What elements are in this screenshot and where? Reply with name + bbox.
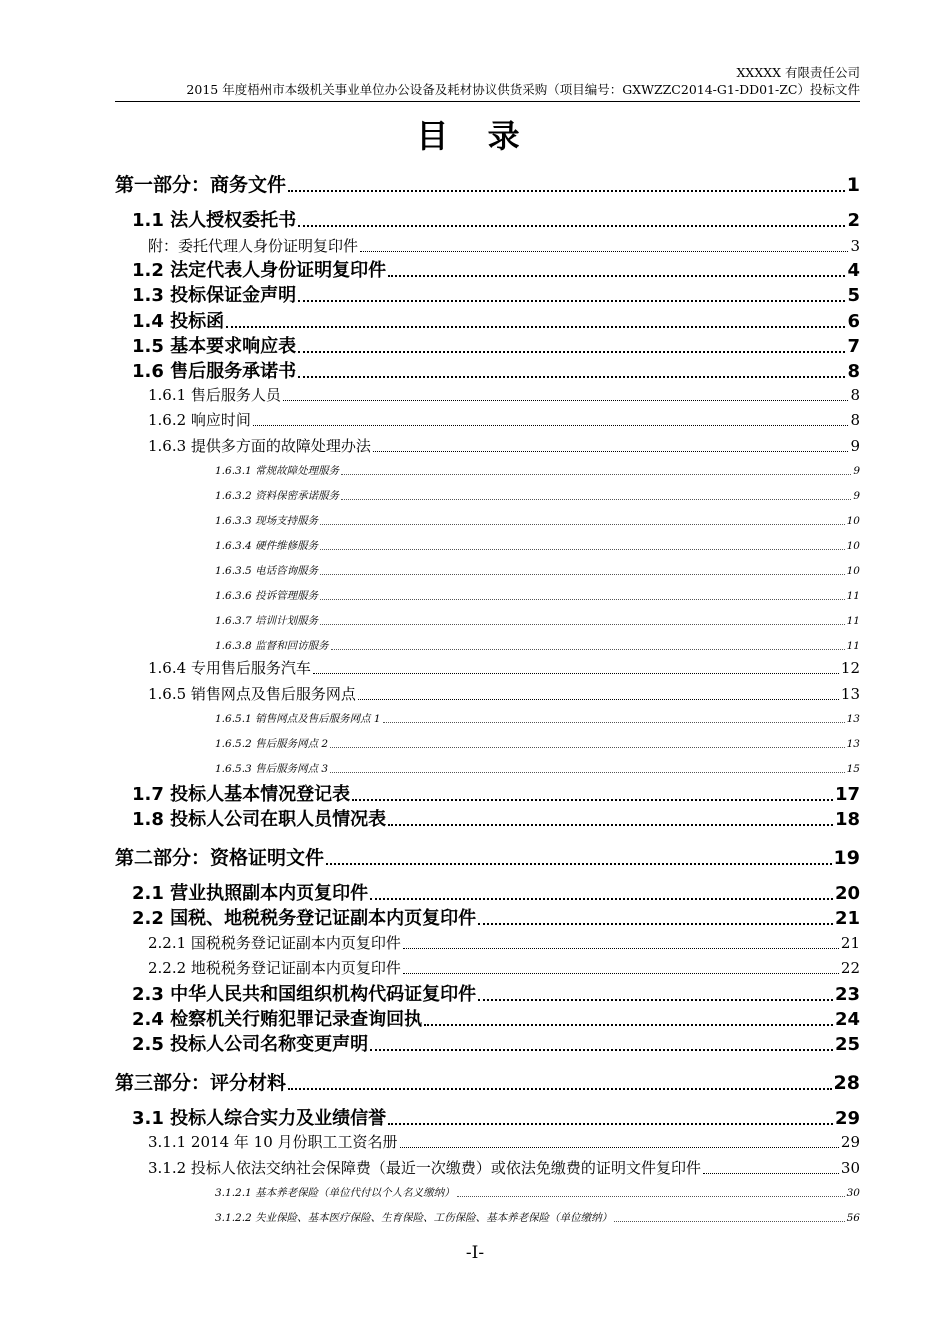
toc-dot-leader <box>298 327 845 353</box>
toc-dot-leader <box>388 1099 833 1125</box>
toc-entry-page: 10 <box>846 565 860 577</box>
toc-dot-leader <box>326 837 832 865</box>
toc-dot-leader <box>478 899 833 925</box>
toc-entry-page: 29 <box>840 1133 860 1151</box>
toc-entry[interactable] <box>215 1211 860 1225</box>
toc-entry[interactable] <box>215 564 860 578</box>
toc-entry-page: 9 <box>853 490 860 502</box>
toc-entry-page: 19 <box>833 847 860 869</box>
toc-dot-leader <box>358 679 839 700</box>
toc-entry-title: 1.5 基本要求响应表 <box>132 336 297 357</box>
toc-entry[interactable] <box>148 1132 860 1152</box>
toc-entry[interactable] <box>215 589 860 603</box>
toc-entry-title: 第三部分：评分材料 <box>115 1072 287 1094</box>
toc-entry-page: 30 <box>840 1159 860 1177</box>
toc-dot-leader <box>403 928 839 949</box>
toc-dot-leader <box>352 775 833 801</box>
toc-dot-leader <box>298 276 845 302</box>
toc-entry-page: 30 <box>846 1187 860 1199</box>
toc-entry-title: 1.6 售后服务承诺书 <box>132 361 297 382</box>
toc-dot-leader <box>320 560 845 575</box>
toc-entry-title: 第二部分：资格证明文件 <box>115 847 325 869</box>
toc-entry-title: 3.1.2.2 失业保险、基本医疗保险、生育保险、工伤保险、基本养老保险（单位缴纳） <box>215 1212 613 1224</box>
toc-entry-page: 56 <box>846 1212 860 1224</box>
toc-entry-page: 17 <box>834 784 860 805</box>
toc-entry-page: 13 <box>840 685 860 703</box>
toc-entry[interactable] <box>148 1158 860 1178</box>
toc-entry-page: 1 <box>846 174 860 196</box>
toc-dot-leader <box>360 231 848 252</box>
toc-entry-title: 1.6.3.8 监督和回访服务 <box>215 640 329 652</box>
toc-entry-title: 1.1 法人授权委托书 <box>132 210 297 231</box>
toc-entry[interactable] <box>148 436 860 456</box>
toc-entry-page: 15 <box>846 763 860 775</box>
toc-entry-title: 1.2 法定代表人身份证明复印件 <box>132 260 387 281</box>
toc-dot-leader <box>320 610 845 625</box>
toc-entry-title: 1.6.1 售后服务人员 <box>148 386 281 404</box>
toc-entry[interactable] <box>148 658 860 678</box>
toc-entry-page: 11 <box>846 615 860 627</box>
toc-entry-title: 1.6.3.3 现场支持服务 <box>215 515 319 527</box>
toc-dot-leader <box>288 1062 832 1090</box>
toc-dot-leader <box>370 874 833 900</box>
toc-entry[interactable] <box>148 410 860 430</box>
toc-entry-title: 3.1.2 投标人依法交纳社会保障费（最近一次缴费）或依法免缴费的证明文件复印件 <box>148 1159 701 1177</box>
toc-entry-title: 1.6.5 销售网点及售后服务网点 <box>148 685 356 703</box>
toc-entry[interactable] <box>215 737 860 751</box>
toc-dot-leader <box>253 405 849 426</box>
toc-entry-page: 4 <box>847 260 860 281</box>
toc-entry[interactable] <box>115 172 860 198</box>
toc-dot-leader <box>331 635 845 650</box>
toc-dot-leader <box>703 1153 839 1174</box>
toc-entry[interactable] <box>132 1033 860 1057</box>
toc-entry-title: 1.7 投标人基本情况登记表 <box>132 784 351 805</box>
toc-entry-title: 1.6.5.2 售后服务网点 2 <box>215 738 329 750</box>
toc-dot-leader <box>330 758 845 773</box>
toc-dot-leader <box>478 975 833 1001</box>
toc-dot-leader <box>614 1207 845 1222</box>
toc-entry-page: 7 <box>847 336 860 357</box>
toc-dot-leader <box>388 800 833 826</box>
toc-entry-title: 1.8 投标人公司在职人员情况表 <box>132 809 387 830</box>
toc-entry-title: 2.2.1 国税税务登记证副本内页复印件 <box>148 934 401 952</box>
toc-entry-title: 3.1 投标人综合实力及业绩信誉 <box>132 1108 387 1129</box>
toc-entry-page: 25 <box>834 1034 860 1055</box>
toc-entry[interactable] <box>215 614 860 628</box>
toc-entry-page: 9 <box>853 465 860 477</box>
toc-entry-title: 1.6.5.1 销售网点及售后服务网点 1 <box>215 713 381 725</box>
toc-entry[interactable] <box>115 1070 860 1096</box>
toc-entry-title: 2.4 检察机关行贿犯罪记录查询回执 <box>132 1009 423 1030</box>
toc-entry-title: 1.6.2 响应时间 <box>148 411 251 429</box>
toc-entry-page: 13 <box>846 738 860 750</box>
toc-entry-page: 12 <box>840 659 860 677</box>
toc-entry-page: 11 <box>846 640 860 652</box>
toc-entry[interactable] <box>215 514 860 528</box>
toc-entry-title: 1.6.3.1 常规故障处理服务 <box>215 465 340 477</box>
toc-entry-title: 3.1.1 2014 年 10 月份职工工资名册 <box>148 1133 398 1151</box>
toc-entry-title: 2.2.2 地税税务登记证副本内页复印件 <box>148 959 401 977</box>
toc-entry-page: 18 <box>834 809 860 830</box>
toc-dot-leader <box>388 251 845 277</box>
toc-entry[interactable] <box>215 762 860 776</box>
toc-entry-title: 第一部分：商务文件 <box>115 174 287 196</box>
toc-entry-page: 13 <box>846 713 860 725</box>
toc-dot-leader <box>298 201 845 227</box>
toc-entry-title: 1.4 投标函 <box>132 311 225 332</box>
toc-dot-leader <box>313 653 839 674</box>
toc-entry-page: 8 <box>847 361 860 382</box>
toc-entry-page: 22 <box>840 959 860 977</box>
toc-entry-title: 1.6.3.2 资料保密承诺服务 <box>215 490 340 502</box>
toc-dot-leader <box>400 1127 839 1148</box>
toc-dot-leader <box>320 510 845 525</box>
toc-entry-page: 2 <box>847 210 860 231</box>
toc-entry[interactable] <box>115 845 860 871</box>
toc-entry-page: 8 <box>850 411 860 429</box>
header-rule <box>115 101 860 102</box>
toc-entry-title: 2.5 投标人公司名称变更声明 <box>132 1034 369 1055</box>
toc-entry[interactable] <box>132 209 860 233</box>
toc-entry-title: 1.6.3.6 投诉管理服务 <box>215 590 319 602</box>
toc-dot-leader <box>403 953 839 974</box>
toc-entry-page: 6 <box>847 311 860 332</box>
toc-entry-page: 20 <box>834 883 860 904</box>
toc-dot-leader <box>330 733 845 748</box>
toc-entry[interactable] <box>215 1186 860 1200</box>
toc-entry-page: 24 <box>834 1009 860 1030</box>
toc-entry-title: 1.6.3.5 电话咨询服务 <box>215 565 319 577</box>
toc-entry-title: 2.1 营业执照副本内页复印件 <box>132 883 369 904</box>
toc-entry-title: 2.3 中华人民共和国组织机构代码证复印件 <box>132 984 477 1005</box>
toc-entry-page: 10 <box>846 515 860 527</box>
toc-entry[interactable] <box>215 712 860 726</box>
toc-dot-leader <box>298 352 845 378</box>
toc-entry[interactable] <box>215 464 860 478</box>
toc-dot-leader <box>341 460 851 475</box>
toc-entry-page: 21 <box>834 908 860 929</box>
toc-entry[interactable] <box>215 489 860 503</box>
toc-entry-page: 9 <box>850 437 860 455</box>
toc-entry-title: 1.6.3.4 硬件维修服务 <box>215 540 319 552</box>
toc-dot-leader <box>320 585 845 600</box>
toc-entry[interactable] <box>215 539 860 553</box>
toc-entry-page: 5 <box>847 285 860 306</box>
toc-dot-leader <box>226 302 845 328</box>
toc-dot-leader <box>370 1025 833 1051</box>
toc-entry-title: 1.6.3.7 培训计划服务 <box>215 615 319 627</box>
document-title: 目 录 <box>416 117 534 155</box>
toc-entry[interactable] <box>215 639 860 653</box>
toc-entry[interactable] <box>148 684 860 704</box>
toc-entry[interactable] <box>148 933 860 953</box>
toc-entry-page: 8 <box>850 386 860 404</box>
toc-entry-title: 1.6.5.3 售后服务网点 3 <box>215 763 329 775</box>
toc-entry-page: 3 <box>850 237 860 255</box>
toc-dot-leader <box>383 708 845 723</box>
header-project: 2015 年度梧州市本级机关事业单位办公设备及耗材协议供货采购（项目编号：GXWZZC2014-G1-DD01-ZC）投标文件 <box>186 82 860 97</box>
toc-dot-leader <box>320 535 845 550</box>
toc-entry-page: 23 <box>834 984 860 1005</box>
toc-dot-leader <box>341 485 851 500</box>
page-header <box>115 64 860 98</box>
toc-dot-leader <box>457 1182 845 1197</box>
toc-dot-leader <box>373 431 849 452</box>
header-company: XXXXX 有限责任公司 <box>736 65 860 80</box>
page-number: -I- <box>465 1243 485 1263</box>
toc-dot-leader <box>424 1000 833 1026</box>
toc-entry-title: 1.6.3 提供多方面的故障处理办法 <box>148 437 371 455</box>
toc-entry-page: 28 <box>833 1072 860 1094</box>
toc-dot-leader <box>283 380 849 401</box>
toc-entry-title: 3.1.2.1 基本养老保险（单位代付以个人名义缴纳） <box>215 1187 455 1199</box>
toc-entry-page: 21 <box>840 934 860 952</box>
toc-entry-page: 29 <box>834 1108 860 1129</box>
toc-entry-page: 11 <box>846 590 860 602</box>
toc-entry-title: 2.2 国税、地税税务登记证副本内页复印件 <box>132 908 477 929</box>
toc-entry-title: 1.3 投标保证金声明 <box>132 285 297 306</box>
toc-entry-title: 1.6.4 专用售后服务汽车 <box>148 659 311 677</box>
toc-entry-page: 10 <box>846 540 860 552</box>
toc-dot-leader <box>288 164 845 192</box>
toc-entry[interactable] <box>132 808 860 832</box>
toc-entry[interactable] <box>148 385 860 405</box>
toc-entry-title: 附：委托代理人身份证明复印件 <box>148 237 359 255</box>
